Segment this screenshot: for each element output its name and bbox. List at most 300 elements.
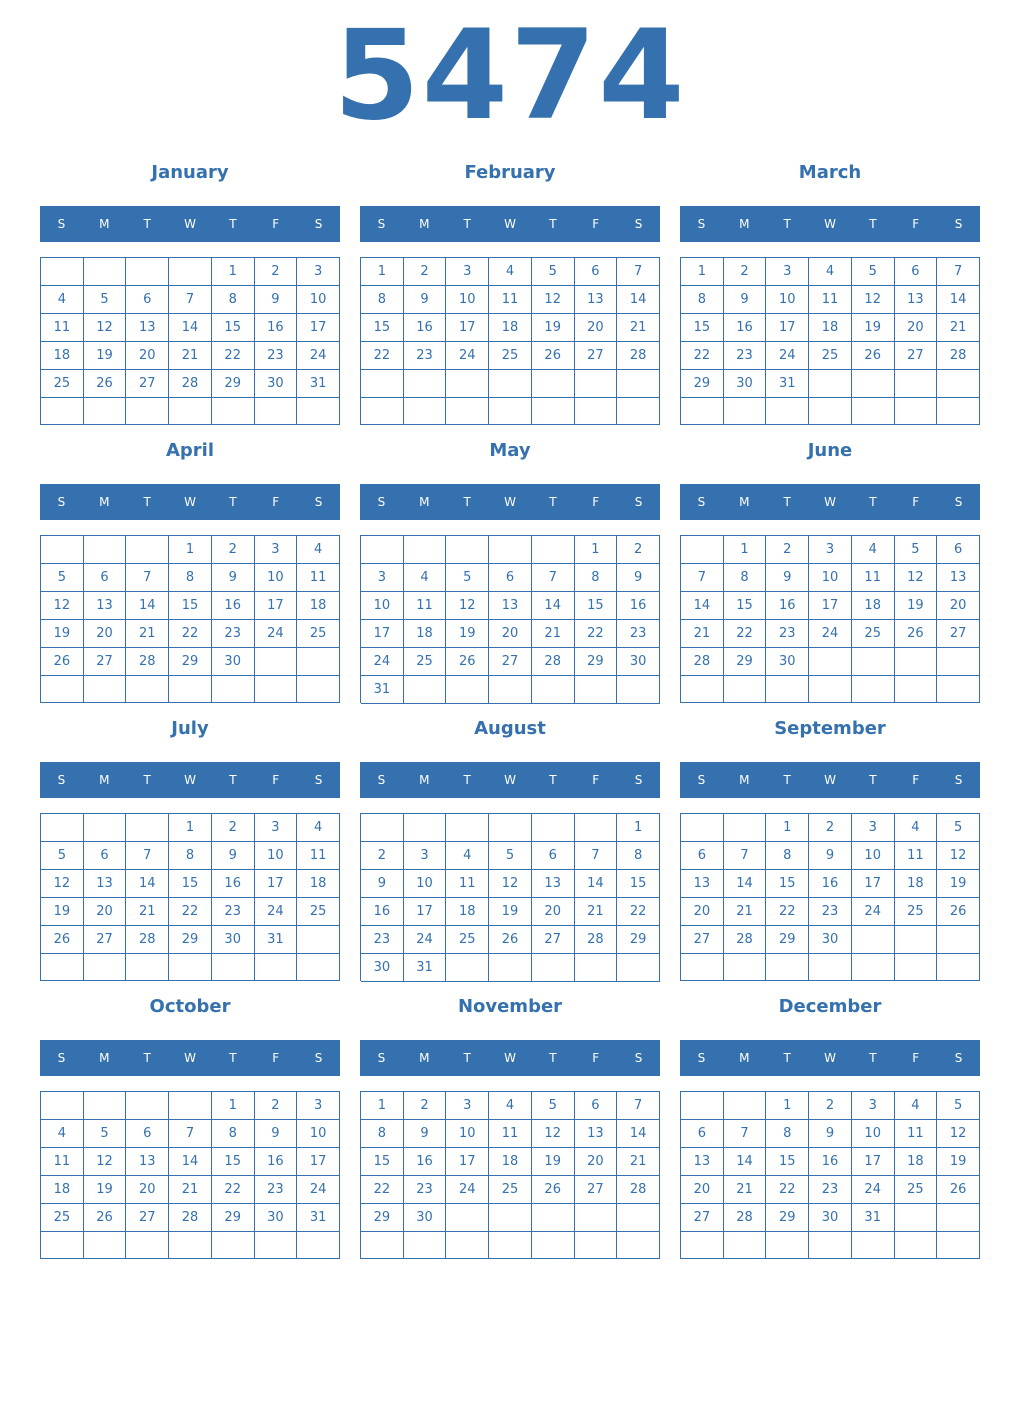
day-grid bbox=[680, 535, 980, 703]
day-cell: 16 bbox=[361, 898, 404, 926]
day-cell bbox=[681, 676, 724, 703]
day-cell: 15 bbox=[169, 592, 212, 620]
day-cell: 27 bbox=[84, 926, 127, 954]
day-cell bbox=[852, 954, 895, 981]
day-cell: 14 bbox=[937, 286, 980, 314]
day-cell bbox=[404, 398, 447, 426]
day-cell: 27 bbox=[575, 342, 618, 370]
day-cell bbox=[446, 536, 489, 564]
day-cell: 8 bbox=[212, 1120, 255, 1148]
day-cell bbox=[681, 536, 724, 564]
day-cell bbox=[297, 926, 340, 954]
day-cell bbox=[724, 398, 767, 425]
day-cell: 27 bbox=[532, 926, 575, 954]
day-cell: 15 bbox=[169, 870, 212, 898]
weekday-label: M bbox=[739, 217, 750, 231]
day-cell bbox=[575, 814, 618, 842]
day-cell: 2 bbox=[404, 258, 447, 286]
day-cell bbox=[212, 398, 255, 425]
day-cell: 16 bbox=[809, 870, 852, 898]
day-cell bbox=[126, 258, 169, 286]
weekday-header bbox=[360, 484, 660, 520]
weekday-label: S bbox=[57, 773, 66, 787]
day-cell: 11 bbox=[446, 870, 489, 898]
day-cell: 26 bbox=[852, 342, 895, 370]
day-cell: 2 bbox=[361, 842, 404, 870]
day-cell: 14 bbox=[575, 870, 618, 898]
day-cell bbox=[809, 954, 852, 981]
weekday-label: F bbox=[912, 217, 920, 231]
day-cell: 8 bbox=[724, 564, 767, 592]
day-cell bbox=[404, 370, 447, 398]
day-cell bbox=[617, 398, 660, 426]
weekday-label: S bbox=[377, 773, 386, 787]
day-cell: 25 bbox=[297, 898, 340, 926]
weekday-label: W bbox=[504, 217, 516, 231]
weekday-label: F bbox=[592, 495, 600, 509]
day-cell: 11 bbox=[41, 1148, 84, 1176]
weekday-label: M bbox=[739, 773, 750, 787]
weekday-label: S bbox=[57, 1051, 66, 1065]
weekday-header bbox=[680, 762, 980, 798]
day-cell bbox=[532, 1204, 575, 1232]
day-cell: 8 bbox=[766, 1120, 809, 1148]
day-cell: 7 bbox=[617, 1092, 660, 1120]
day-cell bbox=[937, 926, 980, 954]
day-cell: 16 bbox=[404, 314, 447, 342]
day-cell bbox=[937, 954, 980, 981]
day-cell bbox=[126, 1092, 169, 1120]
weekday-label: M bbox=[419, 217, 430, 231]
day-cell: 23 bbox=[255, 342, 298, 370]
day-cell: 23 bbox=[809, 898, 852, 926]
weekday-label: S bbox=[377, 495, 386, 509]
day-cell: 21 bbox=[937, 314, 980, 342]
day-cell: 21 bbox=[126, 620, 169, 648]
day-cell: 13 bbox=[126, 314, 169, 342]
day-cell: 7 bbox=[724, 842, 767, 870]
day-cell: 25 bbox=[489, 342, 532, 370]
day-cell: 9 bbox=[724, 286, 767, 314]
day-cell: 21 bbox=[169, 1176, 212, 1204]
day-cell: 15 bbox=[617, 870, 660, 898]
day-cell: 27 bbox=[84, 648, 127, 676]
month-name: June bbox=[807, 440, 853, 461]
month-april bbox=[40, 436, 340, 704]
day-cell bbox=[489, 954, 532, 982]
day-cell bbox=[852, 926, 895, 954]
month-february bbox=[360, 158, 660, 426]
day-cell: 3 bbox=[852, 1092, 895, 1120]
weekday-label: S bbox=[697, 217, 706, 231]
day-cell: 19 bbox=[937, 1148, 980, 1176]
day-cell: 19 bbox=[895, 592, 938, 620]
day-cell bbox=[532, 814, 575, 842]
day-cell: 22 bbox=[169, 898, 212, 926]
day-cell: 15 bbox=[681, 314, 724, 342]
day-cell: 11 bbox=[895, 1120, 938, 1148]
day-cell: 3 bbox=[852, 814, 895, 842]
weekday-label: S bbox=[314, 1051, 323, 1065]
day-cell: 2 bbox=[212, 814, 255, 842]
day-cell: 13 bbox=[937, 564, 980, 592]
day-cell: 10 bbox=[766, 286, 809, 314]
day-cell: 16 bbox=[212, 592, 255, 620]
day-cell bbox=[361, 814, 404, 842]
day-cell bbox=[532, 676, 575, 704]
day-cell bbox=[852, 1232, 895, 1259]
weekday-label: T bbox=[549, 495, 557, 509]
day-cell: 12 bbox=[84, 314, 127, 342]
day-cell: 14 bbox=[724, 1148, 767, 1176]
month-name: September bbox=[774, 718, 886, 739]
day-cell: 15 bbox=[724, 592, 767, 620]
day-cell: 25 bbox=[41, 370, 84, 398]
day-cell bbox=[766, 398, 809, 425]
day-grid bbox=[40, 813, 340, 981]
day-cell: 15 bbox=[766, 1148, 809, 1176]
day-cell: 14 bbox=[169, 1148, 212, 1176]
day-cell: 1 bbox=[724, 536, 767, 564]
day-cell: 14 bbox=[724, 870, 767, 898]
day-cell: 17 bbox=[255, 592, 298, 620]
day-cell: 4 bbox=[895, 814, 938, 842]
day-cell: 17 bbox=[297, 314, 340, 342]
day-cell: 20 bbox=[681, 898, 724, 926]
day-cell: 17 bbox=[852, 1148, 895, 1176]
day-cell: 28 bbox=[169, 370, 212, 398]
weekday-label: T bbox=[229, 1051, 237, 1065]
day-cell: 6 bbox=[489, 564, 532, 592]
day-cell: 26 bbox=[937, 898, 980, 926]
day-cell bbox=[255, 676, 298, 703]
day-cell: 24 bbox=[766, 342, 809, 370]
day-cell: 30 bbox=[724, 370, 767, 398]
weekday-label: T bbox=[783, 773, 791, 787]
day-cell: 16 bbox=[404, 1148, 447, 1176]
day-cell bbox=[724, 676, 767, 703]
day-cell: 20 bbox=[84, 898, 127, 926]
day-cell: 18 bbox=[41, 1176, 84, 1204]
weekday-label: T bbox=[143, 1051, 151, 1065]
day-cell: 19 bbox=[937, 870, 980, 898]
day-cell: 15 bbox=[212, 1148, 255, 1176]
weekday-label: M bbox=[739, 1051, 750, 1065]
weekday-label: M bbox=[419, 1051, 430, 1065]
weekday-header bbox=[40, 484, 340, 520]
day-cell: 23 bbox=[404, 342, 447, 370]
day-cell: 20 bbox=[489, 620, 532, 648]
weekday-label: T bbox=[229, 495, 237, 509]
month-name: December bbox=[778, 996, 882, 1017]
weekday-label: S bbox=[57, 217, 66, 231]
day-cell: 3 bbox=[766, 258, 809, 286]
day-cell: 25 bbox=[404, 648, 447, 676]
day-grid bbox=[360, 1091, 660, 1259]
day-cell: 12 bbox=[895, 564, 938, 592]
day-cell: 10 bbox=[297, 286, 340, 314]
day-cell: 8 bbox=[575, 564, 618, 592]
weekday-label: F bbox=[592, 773, 600, 787]
weekday-label: T bbox=[143, 773, 151, 787]
day-cell bbox=[361, 398, 404, 426]
month-july bbox=[40, 714, 340, 982]
day-cell bbox=[532, 536, 575, 564]
day-cell: 10 bbox=[404, 870, 447, 898]
day-cell bbox=[446, 1204, 489, 1232]
day-cell bbox=[724, 1092, 767, 1120]
day-cell: 5 bbox=[532, 1092, 575, 1120]
weekday-header bbox=[360, 206, 660, 242]
day-cell bbox=[895, 1232, 938, 1259]
weekday-header bbox=[40, 762, 340, 798]
day-cell: 29 bbox=[212, 1204, 255, 1232]
day-cell: 1 bbox=[681, 258, 724, 286]
day-cell: 14 bbox=[126, 870, 169, 898]
day-cell: 11 bbox=[489, 286, 532, 314]
weekday-label: T bbox=[869, 495, 877, 509]
day-cell bbox=[126, 676, 169, 703]
day-cell: 7 bbox=[724, 1120, 767, 1148]
day-cell: 24 bbox=[297, 342, 340, 370]
day-cell: 29 bbox=[361, 1204, 404, 1232]
day-cell: 17 bbox=[446, 314, 489, 342]
day-cell: 18 bbox=[446, 898, 489, 926]
day-cell: 26 bbox=[895, 620, 938, 648]
day-cell: 4 bbox=[809, 258, 852, 286]
day-cell bbox=[895, 370, 938, 398]
day-cell: 13 bbox=[681, 870, 724, 898]
day-cell bbox=[126, 398, 169, 425]
day-cell: 5 bbox=[532, 258, 575, 286]
weekday-label: T bbox=[463, 495, 471, 509]
day-cell bbox=[617, 1232, 660, 1259]
day-cell bbox=[84, 1232, 127, 1259]
weekday-label: S bbox=[57, 495, 66, 509]
day-cell: 2 bbox=[255, 258, 298, 286]
day-cell: 9 bbox=[809, 1120, 852, 1148]
day-cell: 22 bbox=[361, 342, 404, 370]
weekday-label: M bbox=[99, 1051, 110, 1065]
day-cell: 19 bbox=[852, 314, 895, 342]
day-cell bbox=[681, 398, 724, 425]
day-cell bbox=[404, 814, 447, 842]
month-name: July bbox=[171, 718, 209, 739]
day-cell: 6 bbox=[84, 564, 127, 592]
day-cell: 23 bbox=[212, 620, 255, 648]
day-cell: 25 bbox=[446, 926, 489, 954]
day-cell: 27 bbox=[681, 926, 724, 954]
day-cell: 13 bbox=[489, 592, 532, 620]
day-cell: 7 bbox=[169, 1120, 212, 1148]
day-cell bbox=[41, 814, 84, 842]
year-title: 5474 bbox=[333, 4, 687, 148]
weekday-label: S bbox=[314, 217, 323, 231]
day-cell: 9 bbox=[766, 564, 809, 592]
day-cell bbox=[84, 398, 127, 425]
day-cell: 21 bbox=[617, 314, 660, 342]
day-cell: 17 bbox=[297, 1148, 340, 1176]
day-cell bbox=[489, 1204, 532, 1232]
weekday-label: W bbox=[824, 495, 836, 509]
day-cell: 18 bbox=[809, 314, 852, 342]
day-cell: 2 bbox=[809, 1092, 852, 1120]
day-cell: 30 bbox=[361, 954, 404, 982]
day-cell bbox=[937, 648, 980, 676]
day-cell: 28 bbox=[126, 648, 169, 676]
day-cell bbox=[575, 676, 618, 704]
day-cell: 6 bbox=[681, 842, 724, 870]
day-cell bbox=[852, 648, 895, 676]
day-cell bbox=[532, 370, 575, 398]
weekday-label: W bbox=[824, 217, 836, 231]
day-cell: 2 bbox=[212, 536, 255, 564]
day-cell: 29 bbox=[766, 1204, 809, 1232]
day-cell: 9 bbox=[809, 842, 852, 870]
day-cell bbox=[724, 954, 767, 981]
day-grid bbox=[40, 257, 340, 425]
day-cell: 31 bbox=[766, 370, 809, 398]
day-cell: 20 bbox=[84, 620, 127, 648]
day-cell bbox=[895, 954, 938, 981]
day-cell: 11 bbox=[852, 564, 895, 592]
weekday-label: T bbox=[783, 495, 791, 509]
day-cell bbox=[681, 954, 724, 981]
day-cell: 5 bbox=[41, 842, 84, 870]
day-cell: 26 bbox=[41, 926, 84, 954]
weekday-label: S bbox=[697, 773, 706, 787]
day-cell: 1 bbox=[169, 536, 212, 564]
weekday-label: T bbox=[143, 495, 151, 509]
day-cell: 21 bbox=[724, 898, 767, 926]
day-cell: 17 bbox=[404, 898, 447, 926]
weekday-header bbox=[680, 206, 980, 242]
weekday-label: F bbox=[912, 495, 920, 509]
day-cell: 17 bbox=[809, 592, 852, 620]
day-grid bbox=[680, 257, 980, 425]
day-cell bbox=[937, 370, 980, 398]
day-cell: 17 bbox=[361, 620, 404, 648]
weekday-label: T bbox=[463, 217, 471, 231]
weekday-label: F bbox=[592, 1051, 600, 1065]
day-cell: 1 bbox=[361, 258, 404, 286]
weekday-label: S bbox=[314, 773, 323, 787]
day-cell bbox=[895, 926, 938, 954]
day-cell bbox=[895, 398, 938, 425]
day-cell: 21 bbox=[532, 620, 575, 648]
weekday-label: T bbox=[869, 217, 877, 231]
weekday-label: T bbox=[549, 773, 557, 787]
day-cell bbox=[575, 398, 618, 426]
day-cell bbox=[575, 1204, 618, 1232]
day-cell: 28 bbox=[724, 1204, 767, 1232]
month-march bbox=[680, 158, 980, 426]
day-cell: 7 bbox=[169, 286, 212, 314]
day-cell: 1 bbox=[766, 814, 809, 842]
weekday-label: S bbox=[377, 1051, 386, 1065]
day-cell: 17 bbox=[852, 870, 895, 898]
weekday-label: M bbox=[419, 773, 430, 787]
day-cell bbox=[126, 814, 169, 842]
month-name: February bbox=[464, 162, 556, 183]
day-cell: 20 bbox=[575, 314, 618, 342]
day-cell: 16 bbox=[255, 314, 298, 342]
weekday-label: W bbox=[824, 1051, 836, 1065]
day-cell: 10 bbox=[255, 564, 298, 592]
day-cell: 7 bbox=[681, 564, 724, 592]
day-cell: 1 bbox=[361, 1092, 404, 1120]
day-cell: 17 bbox=[255, 870, 298, 898]
day-cell: 5 bbox=[446, 564, 489, 592]
day-cell: 11 bbox=[895, 842, 938, 870]
day-cell: 14 bbox=[169, 314, 212, 342]
day-cell: 22 bbox=[617, 898, 660, 926]
day-cell: 5 bbox=[852, 258, 895, 286]
day-cell: 11 bbox=[489, 1120, 532, 1148]
weekday-label: M bbox=[739, 495, 750, 509]
day-cell: 20 bbox=[681, 1176, 724, 1204]
day-cell: 10 bbox=[297, 1120, 340, 1148]
day-cell: 23 bbox=[617, 620, 660, 648]
day-cell: 20 bbox=[937, 592, 980, 620]
day-grid bbox=[680, 1091, 980, 1259]
weekday-label: F bbox=[272, 495, 280, 509]
day-cell: 13 bbox=[84, 870, 127, 898]
day-cell: 26 bbox=[446, 648, 489, 676]
day-cell: 10 bbox=[852, 1120, 895, 1148]
weekday-header bbox=[680, 484, 980, 520]
day-cell: 31 bbox=[852, 1204, 895, 1232]
weekday-label: F bbox=[912, 1051, 920, 1065]
weekday-label: S bbox=[954, 495, 963, 509]
weekday-label: W bbox=[184, 1051, 196, 1065]
day-cell bbox=[681, 1232, 724, 1259]
day-cell: 26 bbox=[532, 1176, 575, 1204]
month-december bbox=[680, 992, 980, 1260]
weekday-label: S bbox=[634, 773, 643, 787]
day-cell: 21 bbox=[575, 898, 618, 926]
day-cell: 2 bbox=[404, 1092, 447, 1120]
weekday-label: F bbox=[272, 1051, 280, 1065]
weekday-label: F bbox=[592, 217, 600, 231]
day-cell: 25 bbox=[41, 1204, 84, 1232]
day-cell bbox=[681, 814, 724, 842]
day-cell: 4 bbox=[41, 1120, 84, 1148]
day-cell: 21 bbox=[681, 620, 724, 648]
day-cell: 10 bbox=[809, 564, 852, 592]
weekday-label: T bbox=[463, 773, 471, 787]
day-cell: 16 bbox=[617, 592, 660, 620]
day-cell: 10 bbox=[361, 592, 404, 620]
day-cell bbox=[84, 676, 127, 703]
day-cell: 8 bbox=[169, 842, 212, 870]
month-name: March bbox=[798, 162, 862, 183]
day-cell bbox=[489, 536, 532, 564]
day-cell: 2 bbox=[617, 536, 660, 564]
day-cell: 12 bbox=[446, 592, 489, 620]
day-cell bbox=[84, 536, 127, 564]
day-cell: 8 bbox=[681, 286, 724, 314]
day-cell bbox=[895, 648, 938, 676]
day-cell: 23 bbox=[809, 1176, 852, 1204]
day-cell: 7 bbox=[937, 258, 980, 286]
day-cell: 5 bbox=[937, 814, 980, 842]
day-cell bbox=[489, 814, 532, 842]
month-name: May bbox=[489, 440, 531, 461]
day-cell bbox=[446, 1232, 489, 1259]
day-cell: 1 bbox=[169, 814, 212, 842]
day-cell: 2 bbox=[255, 1092, 298, 1120]
